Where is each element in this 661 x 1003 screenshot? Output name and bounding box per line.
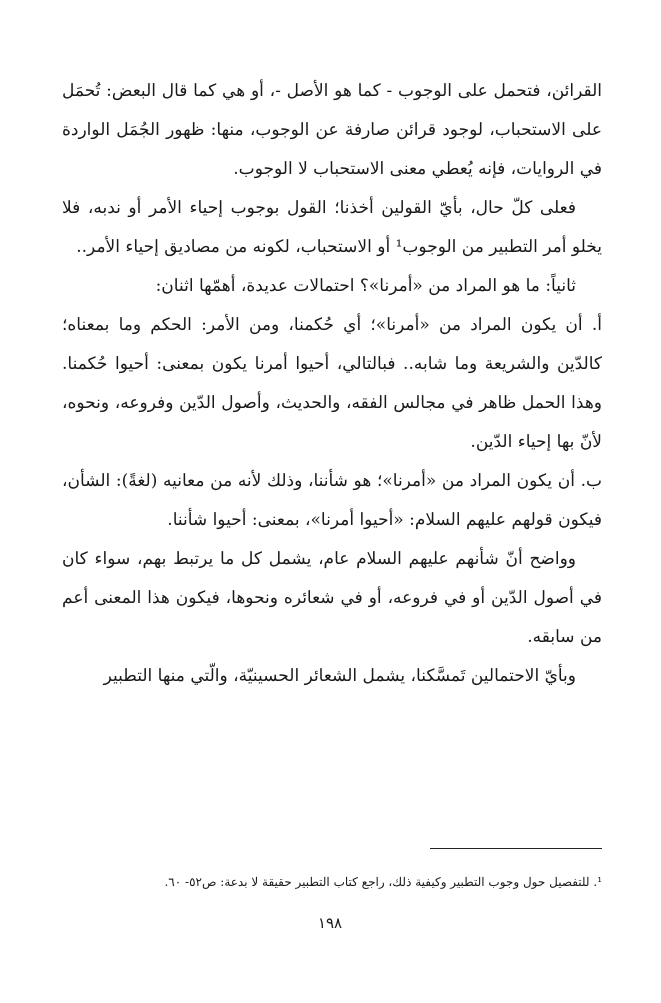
main-text xyxy=(62,72,602,696)
page-number: ١٩٨ xyxy=(317,914,343,932)
paragraph-7: وبأيّ الاحتمالين تَمسَّكنا، يشمل الشعائر الحسينيّة، والّتي منها التطبير xyxy=(103,666,576,686)
paragraph-5: ب. أن يكون المراد من «أمرنا»؛ هو شأننا، وذلك لأنه من معانيه (لغةً): الشأن، فيكون قولهم عليهم السلام: «أحيوا أمرنا»، بمعنى: أحيوا شأننا. xyxy=(62,471,602,530)
footnote: ¹. للتفصيل حول وجوب التطبير وكيفية ذلك، راجع كتاب التطبير حقيقة لا بدعة: ص٥٢- ٦٠. xyxy=(164,875,602,889)
paragraph-2: فعلى كلّ حال، بأيّ القولين أخذنا؛ القول بوجوب إحياء الأمر أو ندبه، فلا يخلو أمر التطبير من الوجوب¹ أو الاستحباب، لكونه من مصاديق إحياء الأمر.. xyxy=(62,198,602,257)
paragraph-4: أ. أن يكون المراد من «أمرنا»؛ أي حُكمنا، ومن الأمر: الحكم وما بمعناه؛ كالدّين والشريعة وما شابه.. فبالتالي، أحيوا أمرنا يكون بمعنى: أحيوا حُكمنا. وهذا الحمل ظاهر في مجالس الفقه، والحديث، وأصول الدّين وفروعه، ونحوه، لأنّ بها إحياء الدّين. xyxy=(62,315,602,452)
footnote-divider xyxy=(430,848,602,849)
paragraph-3: ثانياً: ما هو المراد من «أمرنا»؟ احتمالات عديدة، أهمّها اثنان: xyxy=(155,276,576,296)
paragraph-1: القرائن، فتحمل على الوجوب - كما هو الأصل -، أو هي كما قال البعض: تُحمَل على الاستحباب، لوجود قرائن صارفة عن الوجوب، منها: ظهور الجُمَل الواردة في الروايات، فإنه يُعطي معنى الاستحباب لا الوجوب. xyxy=(62,81,602,179)
paragraph-6: وواضح أنّ شأنهم عليهم السلام عام، يشمل كل ما يرتبط بهم، سواء كان في أصول الدّين أو في فروعه، أو في شعائره ونحوها، فيكون هذا المعنى أعم من سابقه. xyxy=(62,549,602,647)
